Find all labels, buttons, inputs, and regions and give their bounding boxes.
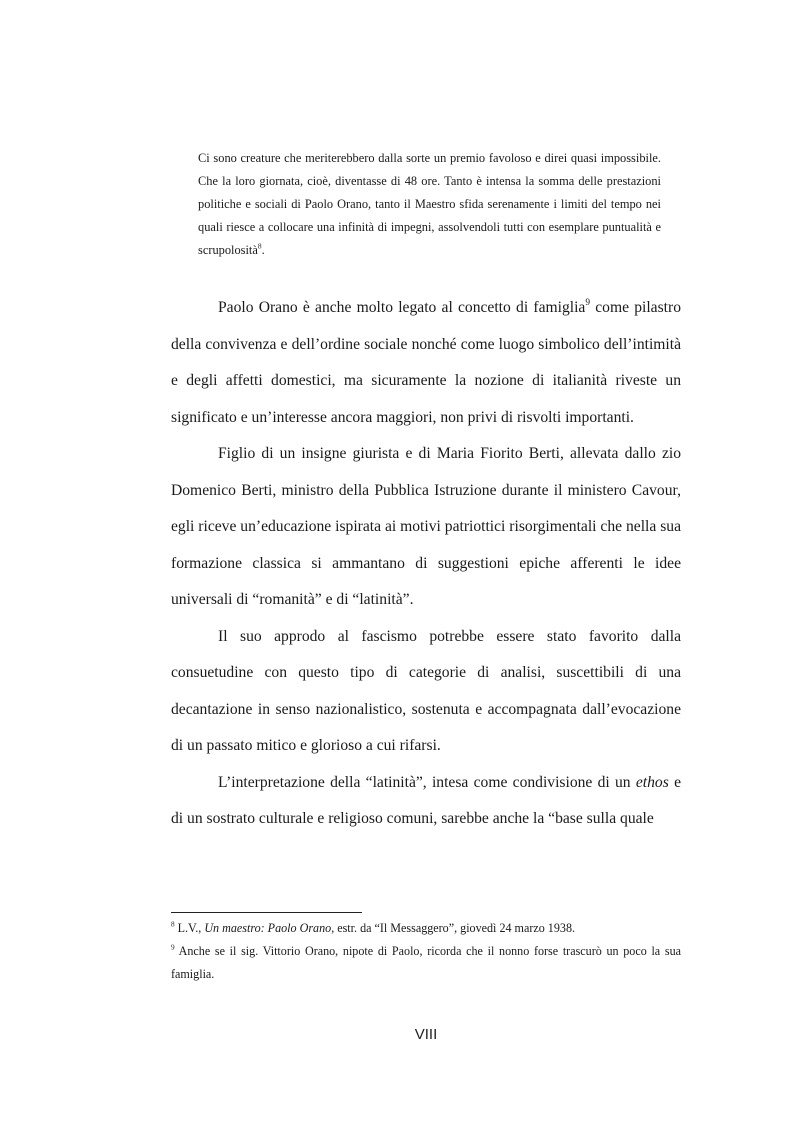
paragraph-2: Figlio di un insigne giurista e di Maria Fiorito Berti, allevata dallo zio Domenico Berti, ministro della Pubblica Istruzione durante il ministero Cavour, egli riceve un’educazione ispirata ai motivi patriottici risorgimentali che nella sua formazione classica si ammantano di suggestioni epiche afferenti le idee universali di “romanità” e di “latinità”.: [171, 445, 681, 608]
ethos-term: ethos: [635, 773, 669, 791]
footnote-8-number: 8: [171, 920, 175, 929]
footnote-8: [171, 917, 681, 940]
paragraph-4: [171, 765, 681, 838]
quote-end: .: [261, 243, 265, 257]
footnote-8-text-a: L.V.,: [174, 921, 205, 935]
paragraph-1-text-a: Paolo Orano è anche molto legato al concetto di famiglia: [218, 299, 586, 316]
footnote-9-text: Anche se il sig. Vittorio Orano, nipote di Paolo, ricorda che il nonno forse trascurò un poco la sua famiglia.: [171, 944, 681, 981]
footnote-separator: [171, 912, 362, 913]
page-number: VIII: [414, 1026, 438, 1043]
paragraph-1-text-b: come pilastro della convivenza e dell’ordine sociale nonché come luogo simbolico dell’intimità e degli affetti domestici, ma sicuramente la nozione di italianità riveste un significato e un’interesse ancora maggiori, non privi di risvolti importanti.: [171, 299, 681, 426]
paragraph-4-text-a: L’interpretazione della “latinità”, intesa come condivisione di un: [218, 773, 636, 791]
paragraph-3: Il suo approdo al fascismo potrebbe essere stato favorito dalla consuetudine con questo tipo di categorie di analisi, suscettibili di una decantazione in senso nazionalistico, sostenuta e accompagnata dall’evocazione di un passato mitico e glorioso a cui rifarsi.: [171, 627, 681, 754]
footnote-9-number: 9: [171, 943, 175, 952]
body-text: [171, 290, 681, 838]
footnote-9: [171, 940, 681, 986]
paragraph-4-text-b: e di un sostrato culturale e religioso comuni, sarebbe anche la “base sulla quale: [171, 773, 681, 827]
footnotes: [171, 917, 681, 986]
paragraph-1: [171, 290, 681, 436]
quote-text: Ci sono creature che meriterebbero dalla sorte un premio favoloso e direi quasi impossibile. Che la loro giornata, cioè, diventasse di 48 ore. Tanto è intensa la somma delle prestazioni politiche e sociali di Paolo Orano, tanto il Maestro sfida serenamente i limiti del tempo nei quali riesce a collocare una infinità di impegni, assolvendoli tutti con esemplare puntualità e scrupolosità: [198, 151, 661, 257]
footnote-ref-9[interactable]: 9: [585, 297, 591, 308]
footnote-8-title: Un maestro: Paolo Orano: [204, 921, 332, 935]
footnote-ref-8[interactable]: 8: [257, 241, 262, 251]
footnote-8-text-b: , estr. da “Il Messaggero”, giovedì 24 marzo 1938.: [331, 921, 576, 935]
block-quote: [198, 147, 661, 262]
